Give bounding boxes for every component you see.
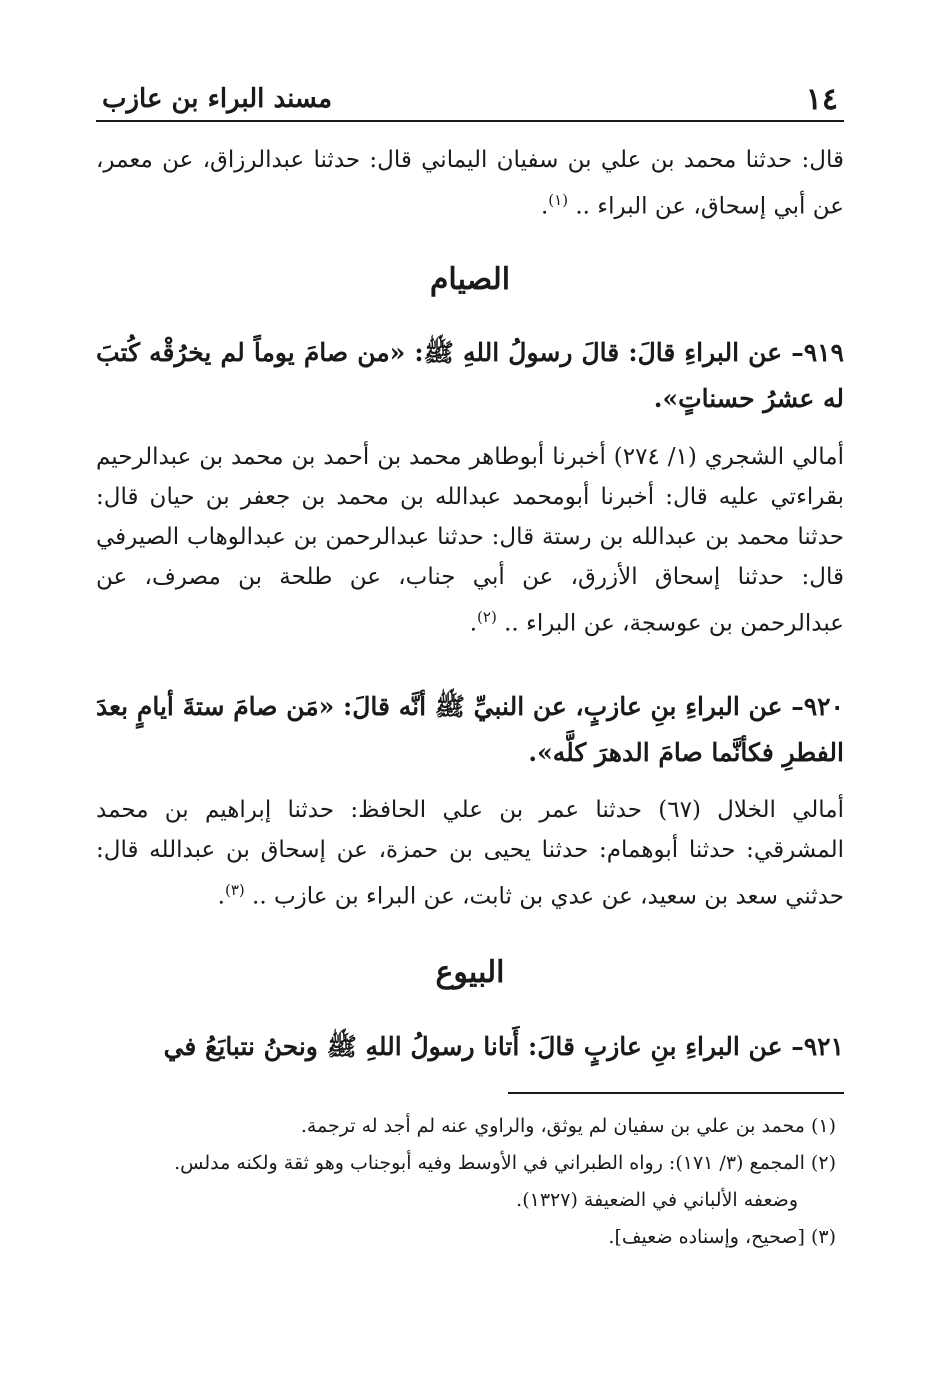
intro-end: . [540, 193, 549, 220]
intro-text: قال: حدثنا محمد بن علي بن سفيان اليماني قال: حدثنا عبدالرزاق، عن معمر، عن أبي إسحاق، عن البراء .. [96, 147, 844, 220]
hadith-920-source [96, 790, 844, 917]
footnote-ref-2: (٢) [477, 608, 497, 626]
section-title-fasting: الصيام [429, 262, 511, 297]
hadith-919: ٩١٩– عن البراءِ قالَ: قالَ رسولُ اللهِ ﷺ: «من صامَ يوماً لم يخرُقْه كُتبَ له عشرُ حسناتٍ». [96, 338, 844, 413]
page-header [96, 78, 844, 122]
hadith-920-source-end: . [217, 883, 225, 910]
footnote-2: (٢) المجمع (٣/ ١٧١): رواه الطبراني في الأوسط وفيه أبوجناب وهو ثقة ولكنه مدلس. [174, 1152, 836, 1174]
footnote-divider [508, 1092, 844, 1094]
footnote-ref-3: (٣) [224, 881, 245, 899]
hadith-920-source-text: أمالي الخلال (٦٧) حدثنا عمر بن علي الحافظ: حدثنا إبراهيم بن محمد المشرقي: حدثنا أبوهمام: حدثنا يحيى بن حمزة، عن إسحاق بن عبدالله قال: حدثني سعد بن سعيد، عن عدي بن ثابت، عن البراء بن عازب .. [96, 797, 844, 910]
running-title: مسند البراء بن عازب [102, 84, 333, 114]
hadith-919-source-end: . [469, 610, 478, 637]
section-title-sales: البيوع [435, 955, 505, 990]
hadith-920: ٩٢٠– عن البراءِ بنِ عازبٍ، عن النبيِّ ﷺ أنَّه قالَ: «مَن صامَ ستةَ أيامٍ بعدَ الفطرِ فكأنَّما صامَ الدهرَ كلَّه». [96, 692, 844, 767]
page-number: ١٤ [805, 82, 838, 117]
footnote-3: (٣) [صحيح، وإسناده ضعيف]. [608, 1226, 836, 1248]
header-rule [96, 120, 844, 122]
hadith-919-source-text: أمالي الشجري (١/ ٢٧٤) أخبرنا أبوطاهر محمد بن أحمد بن محمد بن عبدالرحيم بقراءتي عليه قال: أخبرنا أبومحمد عبدالله بن محمد بن جعفر بن حيان قال: حدثنا محمد بن عبدالله بن رستة قال: حدثنا عبدالرحمن بن عبدالوهاب الصيرفي قال: حدثنا إسحاق الأزرق، عن أبي جناب، عن طلحة بن مصرف، عن عبدالرحمن بن عوسجة، عن البراء .. [96, 444, 845, 637]
footnote-2-continuation: وضعفه الألباني في الضعيفة (١٣٢٧). [516, 1189, 798, 1211]
footnote-1: (١) محمد بن علي بن سفيان لم يوثق، والراوي عنه لم أجد له ترجمة. [300, 1115, 836, 1137]
intro-paragraph [96, 140, 844, 227]
hadith-921: ٩٢١– عن البراءِ بنِ عازبٍ قالَ: أَتانا رسولُ اللهِ ﷺ ونحنُ نتبايَعُ في [163, 1032, 844, 1061]
footnote-ref-1: (١) [548, 191, 569, 209]
footnotes [96, 1108, 836, 1256]
hadith-919-source [96, 437, 844, 644]
